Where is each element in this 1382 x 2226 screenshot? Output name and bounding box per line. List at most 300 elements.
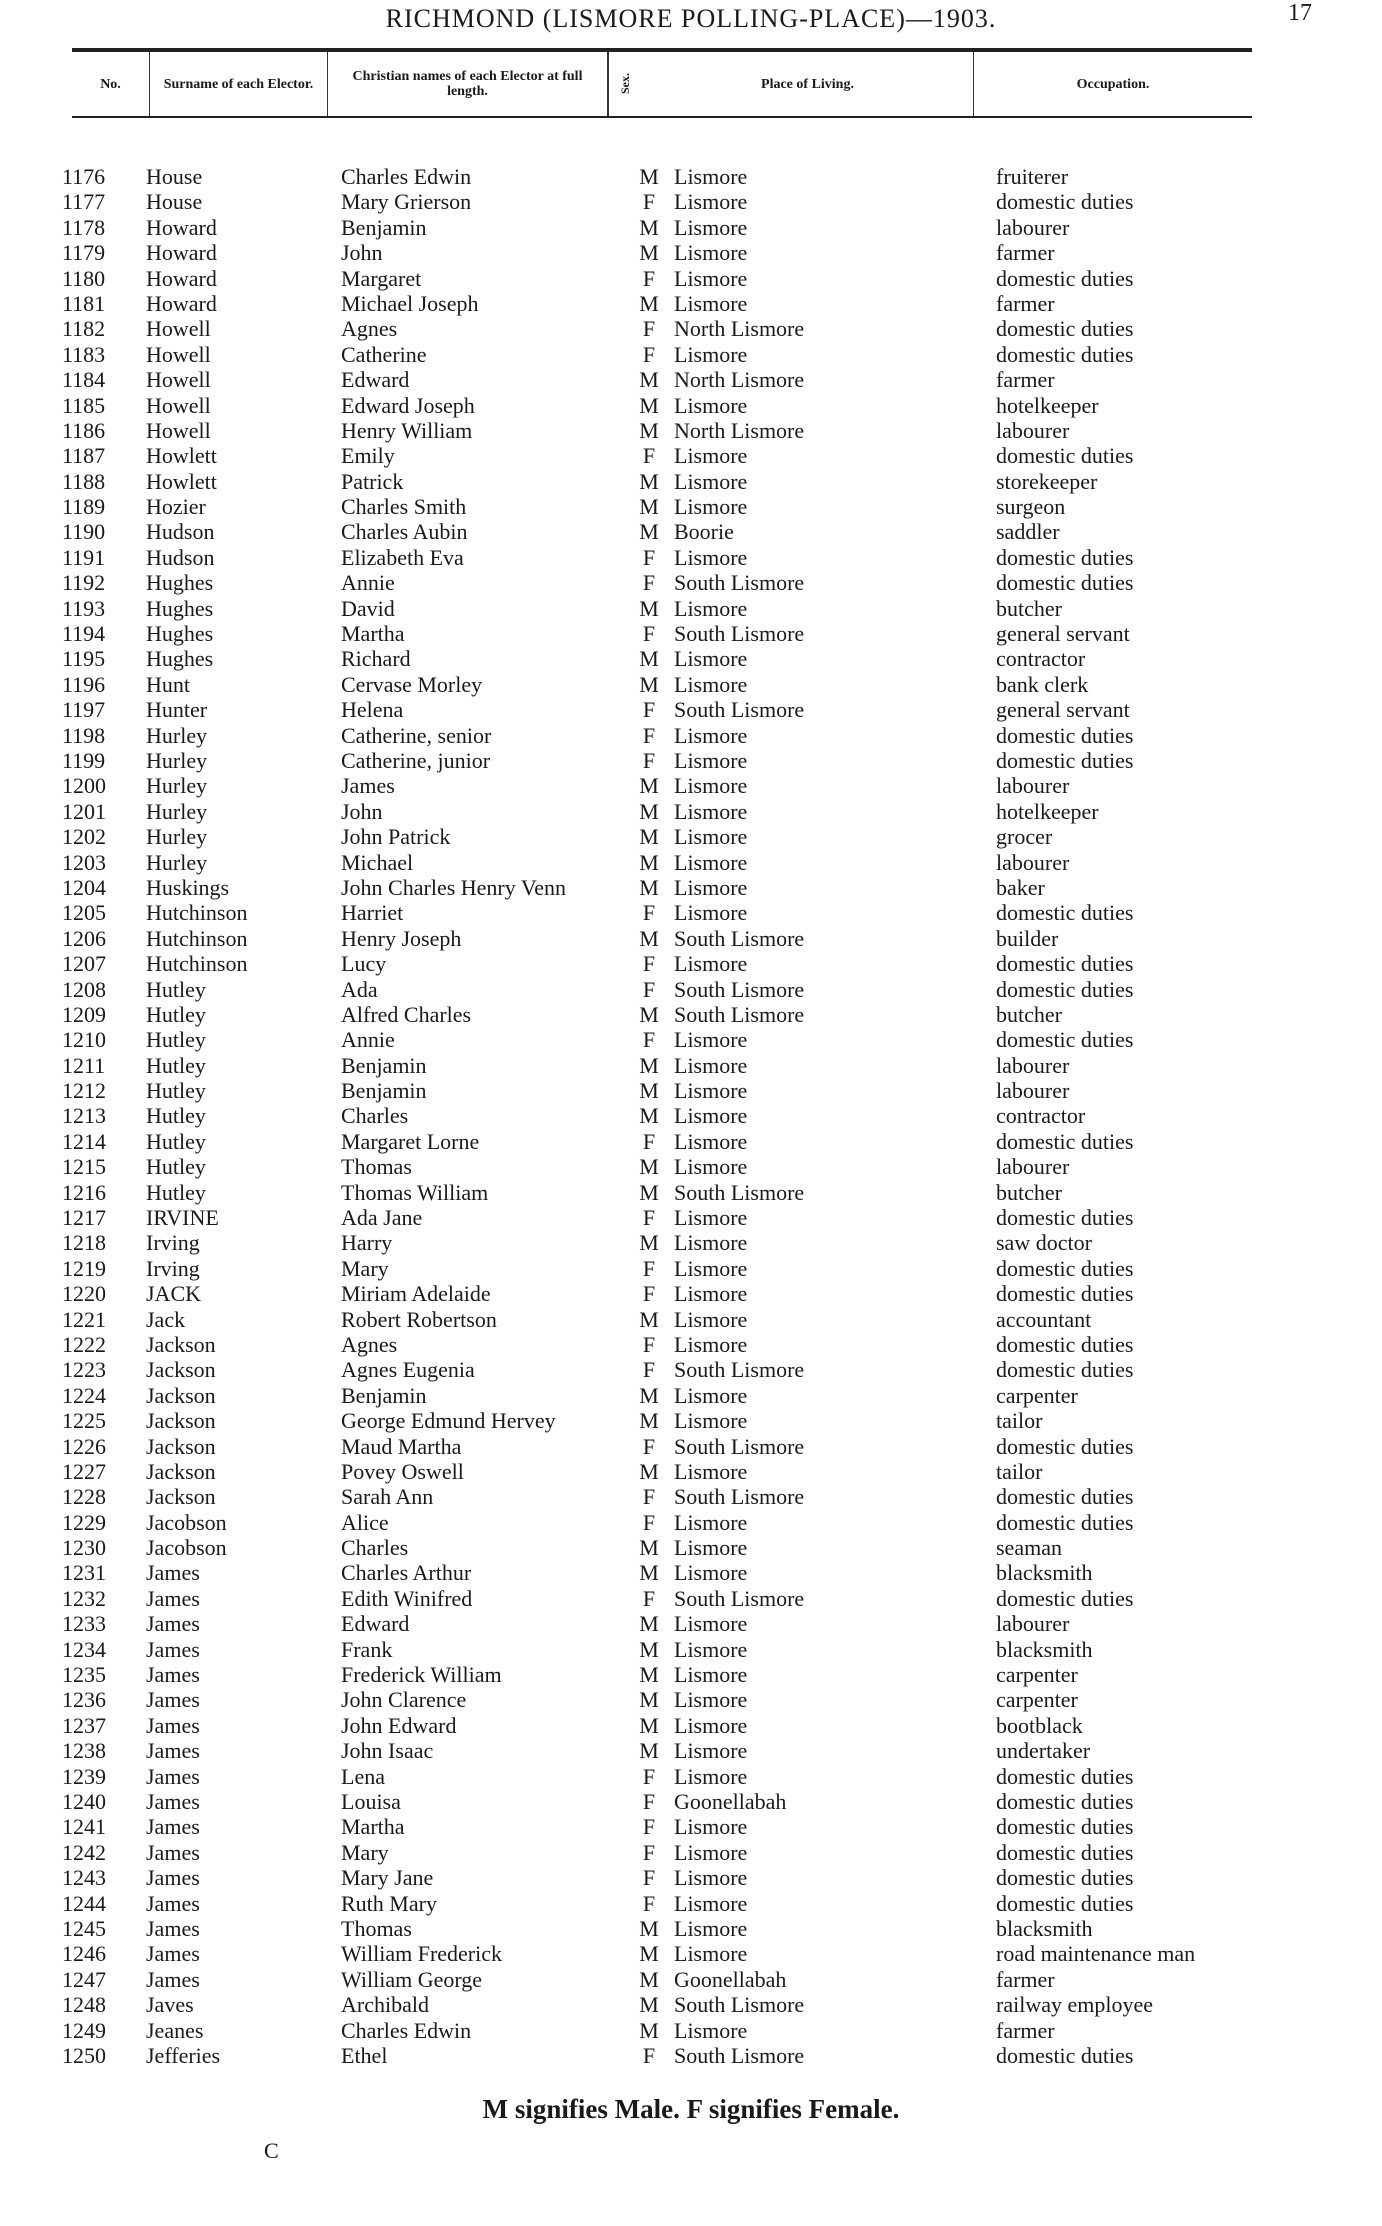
elector-occupation: labourer: [996, 214, 1070, 240]
elector-number: 1219: [62, 1255, 106, 1281]
elector-occupation: domestic duties: [996, 2042, 1134, 2068]
elector-number: 1237: [62, 1712, 106, 1738]
page-number: 17: [1288, 0, 1312, 26]
elector-place-of-living: South Lismore: [674, 697, 805, 723]
table-row: [0, 291, 1382, 316]
elector-christian-names: Catherine, senior: [341, 722, 492, 748]
elector-christian-names: Benjamin: [341, 1382, 427, 1408]
elector-surname: Hutchinson: [146, 900, 248, 926]
elector-christian-names: Benjamin: [341, 1078, 427, 1104]
table-row: [0, 1484, 1382, 1509]
elector-sex: M: [639, 1408, 659, 1434]
elector-place-of-living: Lismore: [674, 468, 748, 494]
elector-place-of-living: Lismore: [674, 1662, 748, 1688]
elector-place-of-living: Lismore: [674, 1458, 748, 1484]
elector-number: 1196: [62, 671, 106, 697]
elector-surname: Hozier: [146, 494, 206, 520]
elector-place-of-living: Lismore: [674, 1763, 748, 1789]
elector-surname: Hurley: [146, 824, 208, 850]
elector-sex: F: [642, 621, 656, 647]
elector-number: 1190: [62, 519, 106, 545]
table-row: [0, 1129, 1382, 1154]
elector-sex: M: [639, 240, 659, 266]
elector-sex: F: [642, 1890, 656, 1916]
elector-surname: Howell: [146, 367, 211, 393]
elector-surname: James: [146, 1814, 200, 1840]
table-row: [0, 570, 1382, 595]
elector-occupation: domestic duties: [996, 1890, 1134, 1916]
elector-christian-names: Harriet: [341, 900, 404, 926]
elector-place-of-living: South Lismore: [674, 2042, 805, 2068]
elector-sex: M: [639, 646, 659, 672]
elector-christian-names: Alfred Charles: [341, 1001, 472, 1027]
elector-sex: M: [639, 1230, 659, 1256]
elector-sex: M: [639, 1154, 659, 1180]
elector-surname: Hutley: [146, 1179, 206, 1205]
elector-occupation: domestic duties: [996, 443, 1134, 469]
elector-number: 1246: [62, 1941, 106, 1967]
elector-sex: M: [639, 1078, 659, 1104]
elector-christian-names: Lucy: [341, 951, 387, 977]
elector-christian-names: Frederick William: [341, 1662, 502, 1688]
elector-christian-names: Ruth Mary: [341, 1890, 437, 1916]
elector-surname: James: [146, 1865, 200, 1891]
elector-surname: Hurley: [146, 798, 208, 824]
elector-sex: F: [642, 976, 656, 1002]
table-row: [0, 1357, 1382, 1382]
table-row: [0, 418, 1382, 443]
elector-occupation: butcher: [996, 1001, 1062, 1027]
elector-sex: M: [639, 417, 659, 443]
elector-number: 1231: [62, 1560, 106, 1586]
elector-number: 1194: [62, 621, 106, 647]
elector-sex: F: [642, 316, 656, 342]
elector-surname: Hutchinson: [146, 951, 248, 977]
elector-occupation: carpenter: [996, 1382, 1078, 1408]
elector-surname: Jack: [146, 1306, 186, 1332]
elector-place-of-living: Lismore: [674, 544, 748, 570]
elector-surname: Hutley: [146, 1052, 206, 1078]
elector-surname: Hutley: [146, 1001, 206, 1027]
elector-occupation: farmer: [996, 2017, 1055, 2043]
elector-christian-names: Annie: [341, 1027, 395, 1053]
elector-occupation: blacksmith: [996, 1915, 1093, 1941]
header-place-of-living: Place of Living.: [642, 52, 974, 116]
elector-occupation: blacksmith: [996, 1636, 1093, 1662]
elector-place-of-living: Lismore: [674, 1027, 748, 1053]
elector-surname: Howell: [146, 392, 211, 418]
elector-christian-names: Margaret: [341, 265, 422, 291]
elector-surname: IRVINE: [146, 1205, 219, 1231]
elector-number: 1226: [62, 1433, 106, 1459]
table-row: [0, 393, 1382, 418]
elector-christian-names: John: [341, 798, 383, 824]
elector-place-of-living: Lismore: [674, 824, 748, 850]
elector-surname: James: [146, 1915, 200, 1941]
elector-surname: Howell: [146, 417, 211, 443]
elector-christian-names: Mary: [341, 1255, 389, 1281]
elector-number: 1187: [62, 443, 106, 469]
elector-sex: M: [639, 1712, 659, 1738]
elector-occupation: railway employee: [996, 1992, 1153, 2018]
elector-christian-names: Lena: [341, 1763, 385, 1789]
elector-place-of-living: Lismore: [674, 494, 748, 520]
elector-place-of-living: South Lismore: [674, 976, 805, 1002]
elector-sex: M: [639, 925, 659, 951]
table-row: [0, 596, 1382, 621]
elector-surname: Howell: [146, 316, 211, 342]
elector-christian-names: Henry Joseph: [341, 925, 462, 951]
elector-surname: Hurley: [146, 773, 208, 799]
elector-surname: Howlett: [146, 468, 217, 494]
table-row: [0, 1611, 1382, 1636]
elector-christian-names: David: [341, 595, 395, 621]
elector-surname: Howlett: [146, 443, 217, 469]
table-row: [0, 1078, 1382, 1103]
elector-surname: Irving: [146, 1230, 200, 1256]
elector-sex: M: [639, 1306, 659, 1332]
elector-christian-names: William Frederick: [341, 1941, 503, 1967]
elector-occupation: domestic duties: [996, 1331, 1134, 1357]
elector-place-of-living: Lismore: [674, 747, 748, 773]
table-row: [0, 519, 1382, 544]
electors-table: [0, 164, 1382, 2068]
elector-number: 1236: [62, 1687, 106, 1713]
elector-occupation: domestic duties: [996, 1585, 1134, 1611]
elector-christian-names: Ada: [341, 976, 378, 1002]
elector-surname: James: [146, 1662, 200, 1688]
elector-christian-names: Benjamin: [341, 1052, 427, 1078]
elector-number: 1178: [62, 214, 106, 240]
elector-occupation: labourer: [996, 1154, 1070, 1180]
elector-number: 1241: [62, 1814, 106, 1840]
elector-christian-names: Charles Edwin: [341, 164, 472, 189]
table-row: [0, 1281, 1382, 1306]
elector-occupation: farmer: [996, 1966, 1055, 1992]
elector-occupation: domestic duties: [996, 747, 1134, 773]
elector-sex: F: [642, 1027, 656, 1053]
elector-surname: Jacobson: [146, 1509, 227, 1535]
table-row: [0, 824, 1382, 849]
elector-sex: M: [639, 367, 659, 393]
elector-number: 1177: [62, 189, 106, 215]
elector-occupation: builder: [996, 925, 1059, 951]
elector-place-of-living: South Lismore: [674, 1992, 805, 2018]
elector-place-of-living: Lismore: [674, 164, 748, 189]
elector-occupation: domestic duties: [996, 1763, 1134, 1789]
elector-christian-names: Annie: [341, 570, 395, 596]
elector-sex: M: [639, 1560, 659, 1586]
table-row: [0, 1891, 1382, 1916]
elector-sex: M: [639, 874, 659, 900]
elector-sex: M: [639, 1915, 659, 1941]
table-row: [0, 850, 1382, 875]
elector-number: 1204: [62, 874, 106, 900]
elector-place-of-living: Lismore: [674, 1738, 748, 1764]
elector-christian-names: Emily: [341, 443, 395, 469]
elector-occupation: seaman: [996, 1535, 1062, 1561]
elector-surname: Hunter: [146, 697, 208, 723]
elector-occupation: farmer: [996, 290, 1055, 316]
elector-place-of-living: Lismore: [674, 2017, 748, 2043]
elector-surname: House: [146, 189, 203, 215]
elector-place-of-living: Lismore: [674, 595, 748, 621]
elector-number: 1209: [62, 1001, 106, 1027]
table-row: [0, 1662, 1382, 1687]
elector-place-of-living: Lismore: [674, 240, 748, 266]
elector-christian-names: Margaret Lorne: [341, 1128, 480, 1154]
elector-place-of-living: Lismore: [674, 1408, 748, 1434]
table-row: [0, 773, 1382, 798]
table-row: [0, 723, 1382, 748]
elector-occupation: bank clerk: [996, 671, 1089, 697]
elector-christian-names: Louisa: [341, 1789, 401, 1814]
elector-christian-names: John Isaac: [341, 1738, 434, 1764]
header-sex: Sex.: [608, 52, 642, 116]
elector-occupation: domestic duties: [996, 1789, 1134, 1814]
elector-occupation: domestic duties: [996, 1281, 1134, 1307]
elector-place-of-living: Lismore: [674, 1331, 748, 1357]
elector-occupation: domestic duties: [996, 900, 1134, 926]
elector-place-of-living: Lismore: [674, 1636, 748, 1662]
elector-surname: James: [146, 1738, 200, 1764]
elector-place-of-living: South Lismore: [674, 570, 805, 596]
elector-occupation: domestic duties: [996, 1255, 1134, 1281]
elector-surname: JACK: [146, 1281, 202, 1307]
elector-occupation: domestic duties: [996, 1128, 1134, 1154]
elector-occupation: domestic duties: [996, 1484, 1134, 1510]
elector-number: 1193: [62, 595, 106, 621]
elector-sex: F: [642, 1281, 656, 1307]
elector-christian-names: Charles Smith: [341, 494, 467, 520]
elector-place-of-living: North Lismore: [674, 316, 805, 342]
elector-sex: F: [642, 1814, 656, 1840]
elector-sex: M: [639, 1636, 659, 1662]
elector-occupation: domestic duties: [996, 1814, 1134, 1840]
elector-place-of-living: Lismore: [674, 214, 748, 240]
elector-sex: M: [639, 290, 659, 316]
table-row: [0, 1256, 1382, 1281]
elector-sex: F: [642, 1255, 656, 1281]
elector-sex: F: [642, 1205, 656, 1231]
elector-occupation: undertaker: [996, 1738, 1091, 1764]
elector-occupation: labourer: [996, 849, 1070, 875]
elector-number: 1238: [62, 1738, 106, 1764]
elector-christian-names: Edward: [341, 1611, 410, 1637]
table-row: [0, 900, 1382, 925]
elector-occupation: baker: [996, 874, 1045, 900]
table-row: [0, 443, 1382, 468]
elector-christian-names: Charles Aubin: [341, 519, 468, 545]
elector-surname: Jeanes: [146, 2017, 204, 2043]
elector-sex: M: [639, 1662, 659, 1688]
elector-number: 1202: [62, 824, 106, 850]
elector-surname: James: [146, 1585, 200, 1611]
elector-sex: M: [639, 2017, 659, 2043]
elector-surname: Jackson: [146, 1458, 216, 1484]
elector-sex: F: [642, 1763, 656, 1789]
header-christian-names: Christian names of each Elector at full length.: [328, 52, 608, 116]
elector-number: 1189: [62, 494, 106, 520]
elector-sex: F: [642, 697, 656, 723]
elector-occupation: grocer: [996, 824, 1053, 850]
elector-number: 1213: [62, 1103, 106, 1129]
elector-sex: F: [642, 570, 656, 596]
elector-sex: M: [639, 773, 659, 799]
table-row: [0, 1814, 1382, 1839]
elector-number: 1249: [62, 2017, 106, 2043]
elector-number: 1201: [62, 798, 106, 824]
elector-christian-names: Charles Arthur: [341, 1560, 472, 1586]
elector-place-of-living: Lismore: [674, 798, 748, 824]
elector-christian-names: Henry William: [341, 417, 473, 443]
elector-christian-names: Cervase Morley: [341, 671, 483, 697]
elector-christian-names: Edward: [341, 367, 410, 393]
elector-place-of-living: Lismore: [674, 900, 748, 926]
elector-sex: F: [642, 1128, 656, 1154]
elector-occupation: surgeon: [996, 494, 1066, 520]
elector-number: 1197: [62, 697, 106, 723]
elector-occupation: general servant: [996, 621, 1130, 647]
elector-surname: Jefferies: [146, 2042, 221, 2068]
elector-christian-names: William George: [341, 1966, 483, 1992]
elector-number: 1245: [62, 1915, 106, 1941]
elector-place-of-living: Lismore: [674, 722, 748, 748]
elector-occupation: domestic duties: [996, 1357, 1134, 1383]
elector-surname: Hughes: [146, 595, 214, 621]
elector-occupation: labourer: [996, 417, 1070, 443]
elector-occupation: domestic duties: [996, 976, 1134, 1002]
elector-sex: F: [642, 443, 656, 469]
elector-surname: James: [146, 1839, 200, 1865]
table-row: [0, 1916, 1382, 1941]
table-row: [0, 1738, 1382, 1763]
table-row: [0, 1383, 1382, 1408]
elector-number: 1214: [62, 1128, 106, 1154]
elector-place-of-living: Lismore: [674, 951, 748, 977]
elector-place-of-living: Lismore: [674, 1382, 748, 1408]
elector-surname: Jackson: [146, 1331, 216, 1357]
elector-occupation: farmer: [996, 240, 1055, 266]
elector-place-of-living: Lismore: [674, 1611, 748, 1637]
elector-number: 1195: [62, 646, 106, 672]
elector-occupation: domestic duties: [996, 1433, 1134, 1459]
elector-sex: M: [639, 595, 659, 621]
elector-number: 1184: [62, 367, 106, 393]
elector-christian-names: Catherine: [341, 341, 427, 367]
elector-place-of-living: Lismore: [674, 874, 748, 900]
elector-sex: F: [642, 747, 656, 773]
table-row: [0, 1687, 1382, 1712]
elector-place-of-living: Lismore: [674, 1535, 748, 1561]
table-row: [0, 494, 1382, 519]
elector-number: 1210: [62, 1027, 106, 1053]
table-row: [0, 1332, 1382, 1357]
elector-christian-names: Richard: [341, 646, 411, 672]
elector-surname: Jackson: [146, 1382, 216, 1408]
elector-number: 1243: [62, 1865, 106, 1891]
elector-christian-names: Helena: [341, 697, 404, 723]
elector-surname: James: [146, 1611, 200, 1637]
table-row: [0, 2018, 1382, 2043]
elector-number: 1229: [62, 1509, 106, 1535]
table-row: [0, 266, 1382, 291]
elector-christian-names: Martha: [341, 621, 405, 647]
elector-place-of-living: Lismore: [674, 849, 748, 875]
elector-occupation: domestic duties: [996, 265, 1134, 291]
elector-sex: M: [639, 1535, 659, 1561]
elector-place-of-living: Lismore: [674, 1814, 748, 1840]
elector-sex: F: [642, 722, 656, 748]
elector-occupation: domestic duties: [996, 189, 1134, 215]
table-row: [0, 1154, 1382, 1179]
elector-number: 1247: [62, 1966, 106, 1992]
elector-surname: James: [146, 1941, 200, 1967]
elector-occupation: domestic duties: [996, 951, 1134, 977]
elector-christian-names: Charles: [341, 1535, 409, 1561]
elector-surname: Hutley: [146, 976, 206, 1002]
elector-sex: M: [639, 1992, 659, 2018]
elector-place-of-living: Lismore: [674, 1103, 748, 1129]
table-row: [0, 1002, 1382, 1027]
elector-number: 1232: [62, 1585, 106, 1611]
elector-number: 1186: [62, 417, 106, 443]
elector-number: 1199: [62, 747, 106, 773]
elector-surname: James: [146, 1687, 200, 1713]
elector-occupation: domestic duties: [996, 316, 1134, 342]
table-row: [0, 189, 1382, 214]
elector-sex: F: [642, 1331, 656, 1357]
elector-sex: F: [642, 1865, 656, 1891]
elector-occupation: carpenter: [996, 1662, 1078, 1688]
elector-occupation: bootblack: [996, 1712, 1083, 1738]
elector-place-of-living: South Lismore: [674, 925, 805, 951]
elector-number: 1235: [62, 1662, 106, 1688]
elector-occupation: domestic duties: [996, 341, 1134, 367]
elector-christian-names: Thomas: [341, 1154, 412, 1180]
elector-christian-names: John Edward: [341, 1712, 457, 1738]
elector-surname: Jackson: [146, 1484, 216, 1510]
elector-surname: Hurley: [146, 722, 208, 748]
table-row: [0, 1408, 1382, 1433]
elector-place-of-living: Lismore: [674, 1154, 748, 1180]
table-row: [0, 1764, 1382, 1789]
elector-occupation: labourer: [996, 1052, 1070, 1078]
elector-occupation: storekeeper: [996, 468, 1098, 494]
elector-place-of-living: Lismore: [674, 1281, 748, 1307]
elector-surname: Hutley: [146, 1078, 206, 1104]
elector-occupation: road maintenance man: [996, 1941, 1196, 1967]
elector-place-of-living: Lismore: [674, 1230, 748, 1256]
elector-place-of-living: Lismore: [674, 1205, 748, 1231]
elector-sex: F: [642, 341, 656, 367]
elector-number: 1223: [62, 1357, 106, 1383]
elector-place-of-living: Lismore: [674, 1052, 748, 1078]
elector-number: 1191: [62, 544, 106, 570]
elector-number: 1206: [62, 925, 106, 951]
elector-number: 1250: [62, 2042, 106, 2068]
elector-occupation: saddler: [996, 519, 1060, 545]
elector-place-of-living: Lismore: [674, 1306, 748, 1332]
elector-place-of-living: Lismore: [674, 1915, 748, 1941]
elector-christian-names: Edward Joseph: [341, 392, 475, 418]
elector-surname: James: [146, 1789, 200, 1814]
elector-occupation: domestic duties: [996, 544, 1134, 570]
elector-number: 1239: [62, 1763, 106, 1789]
elector-occupation: blacksmith: [996, 1560, 1093, 1586]
elector-place-of-living: Lismore: [674, 1560, 748, 1586]
elector-number: 1188: [62, 468, 106, 494]
